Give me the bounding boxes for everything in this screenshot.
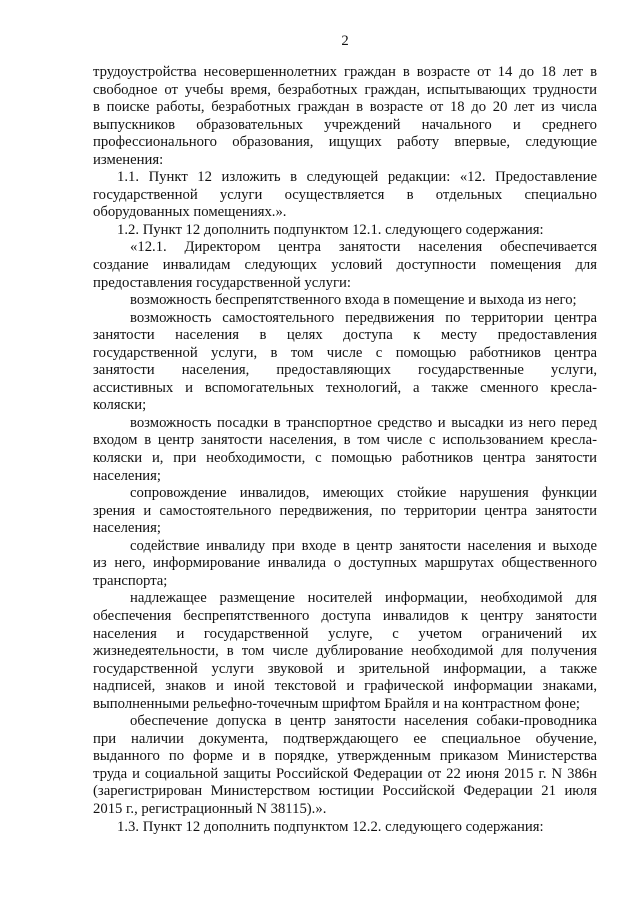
text-line: ассистивных и вспомогательных технологий, а также сменного кресла- — [93, 379, 597, 396]
text-line: государственной услуги осуществляется в отдельных специально — [93, 186, 597, 203]
text-line: создание инвалидам следующих условий доступности помещения для — [93, 257, 597, 274]
paragraph — [93, 590, 597, 713]
text-line: труда и социальной защиты Российской Федерации от 22 июня 2015 г. N 386н — [93, 765, 597, 782]
text-line: занятости населения, предоставляющих государственные услуги, — [93, 362, 597, 379]
text-line: государственной услуги звуковой и зрительной информации, а также — [93, 660, 597, 677]
text-line: профессионального образования, ищущих работу впервые, следующие — [93, 134, 597, 151]
text-line: транспорта; — [93, 572, 168, 589]
text-line: возможность беспрепятственного входа в помещение и выхода из него; — [130, 292, 577, 309]
paragraph — [93, 538, 597, 591]
text-line: государственной услуги, в том числе с помощью работников центра — [93, 344, 597, 361]
text-line: в поиске работы, безработных граждан в возрасте от 18 до 20 лет из числа — [93, 99, 597, 116]
text-line: сопровождение инвалидов, имеющих стойкие нарушения функции — [130, 485, 597, 502]
paragraph — [93, 64, 597, 169]
text-line: надлежащее размещение носителей информации, необходимой для — [130, 590, 597, 607]
text-line: (зарегистрирован Министерством юстиции Российской Федерации 21 июля — [93, 783, 597, 800]
text-line: содействие инвалиду при входе в центр занятости населения и выходе — [130, 537, 597, 554]
text-line: надписей, знаков и иной текстовой и графической информации знаками, — [93, 678, 597, 695]
text-line: населения и государственной услуге, с учетом ограничений их — [93, 625, 597, 642]
text-line: 1.2. Пункт 12 дополнить подпунктом 12.1. следующего содержания: — [117, 221, 544, 238]
text-line: населения; — [93, 520, 162, 537]
text-line: коляски; — [93, 397, 147, 414]
text-line: коляски и, при необходимости, с помощью работников центра занятости — [93, 450, 597, 467]
text-line: обеспечение допуска в центр занятости населения собаки-проводника — [130, 713, 597, 730]
text-line: занятости населения в целях доступа к месту предоставления — [93, 327, 597, 344]
text-line: возможность посадки в транспортное средство и высадки из него перед — [130, 414, 597, 431]
text-line: оборудованных помещениях.». — [93, 204, 287, 221]
text-line: предоставления государственной услуги: — [93, 274, 351, 291]
page-number: 2 — [341, 33, 349, 49]
text-line: обеспечения беспрепятственного доступа инвалидов к центру занятости — [93, 607, 597, 624]
paragraph — [93, 713, 597, 818]
paragraph — [93, 415, 597, 485]
paragraph — [93, 239, 597, 292]
text-line: «12.1. Директором центра занятости населения обеспечивается — [130, 239, 597, 256]
text-line: зрения и самостоятельного передвижения, по территории центра занятости — [93, 502, 597, 519]
text-line: изменения: — [93, 151, 164, 168]
text-line: 2015 г., регистрационный N 38115).». — [93, 800, 327, 817]
document-body — [93, 64, 597, 836]
text-line: выданного по форме и в порядке, утвержденным приказом Министерства — [93, 748, 597, 765]
paragraph — [93, 222, 597, 240]
text-line: возможность самостоятельного передвижения по территории центра — [130, 309, 597, 326]
text-line: 1.1. Пункт 12 изложить в следующей редакции: «12. Предоставление — [117, 169, 597, 186]
text-line: из него, информирование инвалида о доступных маршрутах общественного — [93, 555, 597, 572]
text-line: населения; — [93, 467, 162, 484]
text-line: свободное от учебы время, безработных граждан, испытывающих трудности — [93, 81, 597, 98]
text-line: 1.3. Пункт 12 дополнить подпунктом 12.2. следующего содержания: — [117, 818, 544, 835]
paragraph — [93, 485, 597, 538]
paragraph — [93, 169, 597, 222]
text-line: выполненными рельефно-точечным шрифтом Брайля и на контрастном фоне; — [93, 695, 580, 712]
text-line: жизнедеятельности, в том числе дублирование необходимой для получения — [93, 643, 597, 660]
paragraph — [93, 292, 597, 310]
text-line: при наличии документа, подтверждающего ее специальное обучение, — [93, 730, 597, 747]
paragraph — [93, 310, 597, 415]
text-line: трудоустройства несовершеннолетних граждан в возрасте от 14 до 18 лет в — [93, 64, 597, 80]
text-line: входом в центр занятости населения, в том числе с использованием кресла- — [93, 432, 597, 449]
text-line: выпускников образовательных учреждений начального и среднего — [93, 116, 597, 133]
paragraph — [93, 819, 597, 837]
